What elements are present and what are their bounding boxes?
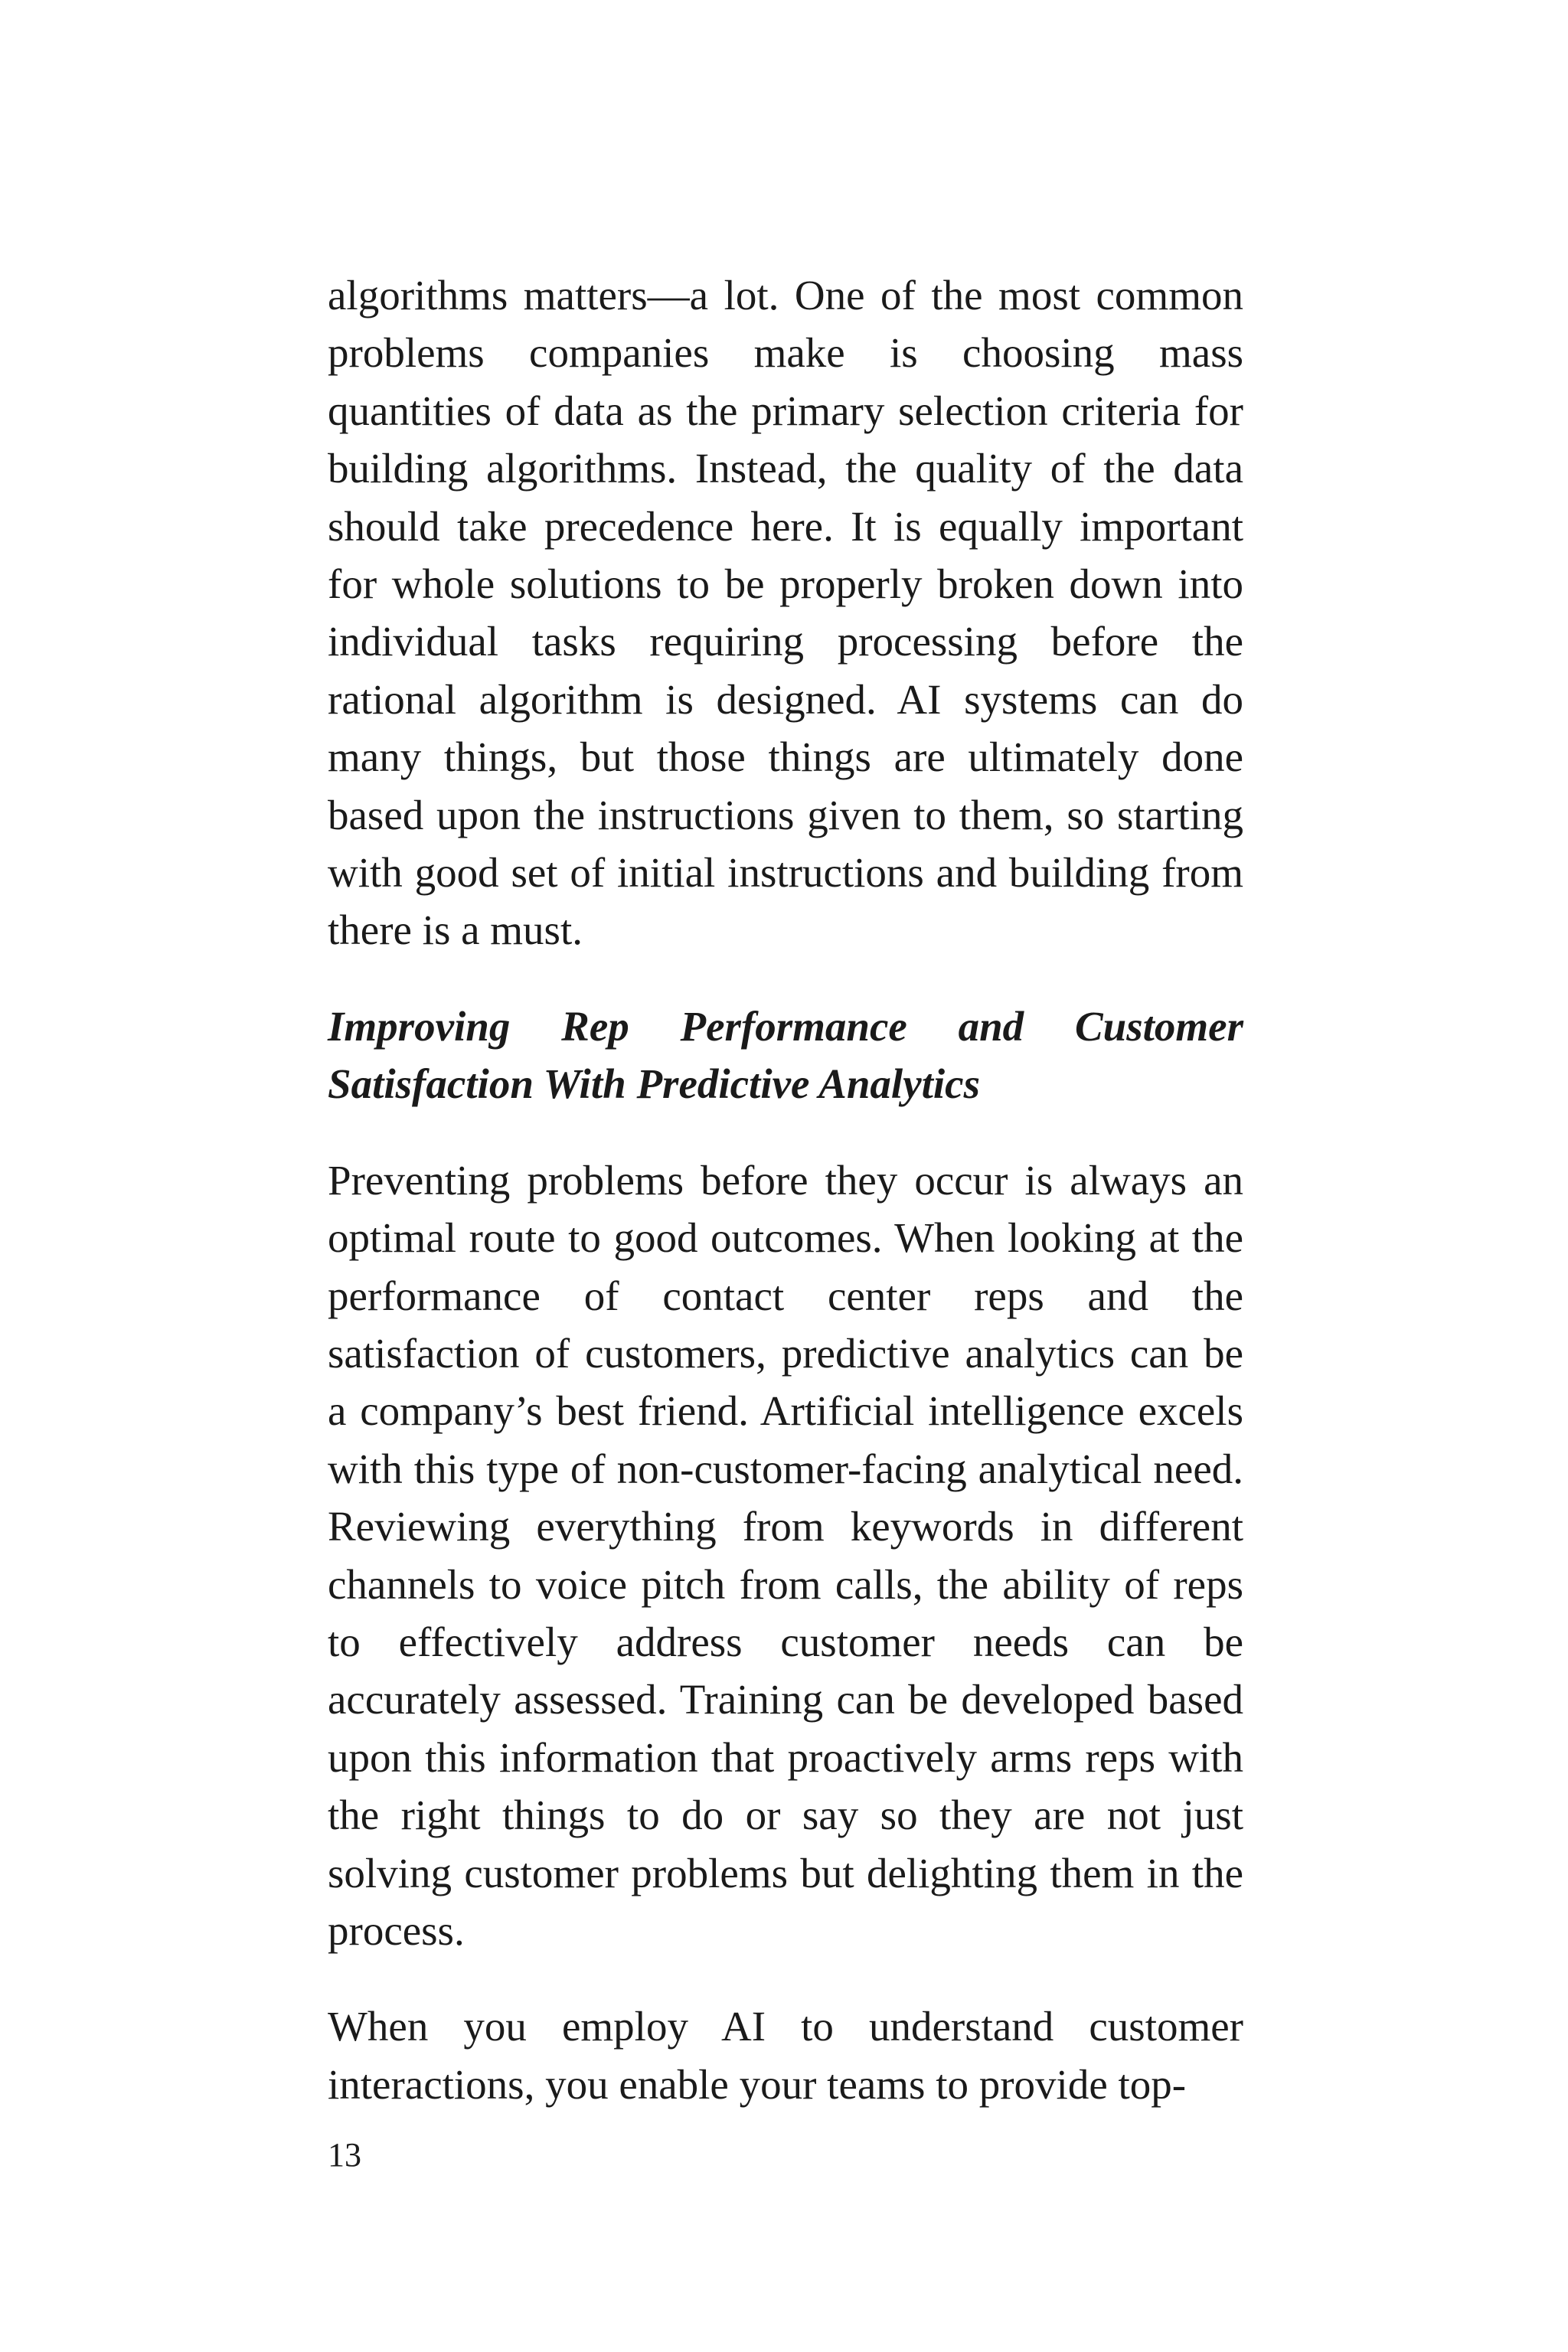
page-number: 13: [328, 2136, 361, 2174]
paragraph-predictive-analytics: Preventing problems before they occur is always an optimal route to good outcomes. When looking at the performance of contact center reps and the satisfaction of customers, predictive analytics can be a company’s best friend. Artificial intelligence excels with this type of non-customer-facing analytical need. Reviewing everything from keywords in different channels to voice pitch from calls, the ability of reps to effectively address customer needs can be accurately assessed. Training can be developed based upon this information that proactively arms reps with the right things to do or say so they are not just solving customer problems but delighting them in the process.: [328, 1156, 1243, 1954]
paragraph-employ-ai: When you employ AI to understand customer interactions, you enable your teams to provide top-: [328, 2003, 1243, 2108]
section-heading: Improving Rep Performance and Customer Satisfaction With Predictive Analytics: [328, 1002, 1243, 1108]
page-body: [328, 266, 1243, 2113]
paragraph-algorithms: algorithms matters—a lot. One of the most common problems companies make is choosing mass quantities of data as the primary selection criteria for building algorithms. Instead, the quality of the data should take precedence here. It is equally important for whole solutions to be properly broken down into individual tasks requiring processing before the rational algorithm is designed. AI systems can do many things, but those things are ultimately done based upon the instructions given to them, so starting with good set of initial instructions and building from there is a must.: [328, 272, 1243, 954]
